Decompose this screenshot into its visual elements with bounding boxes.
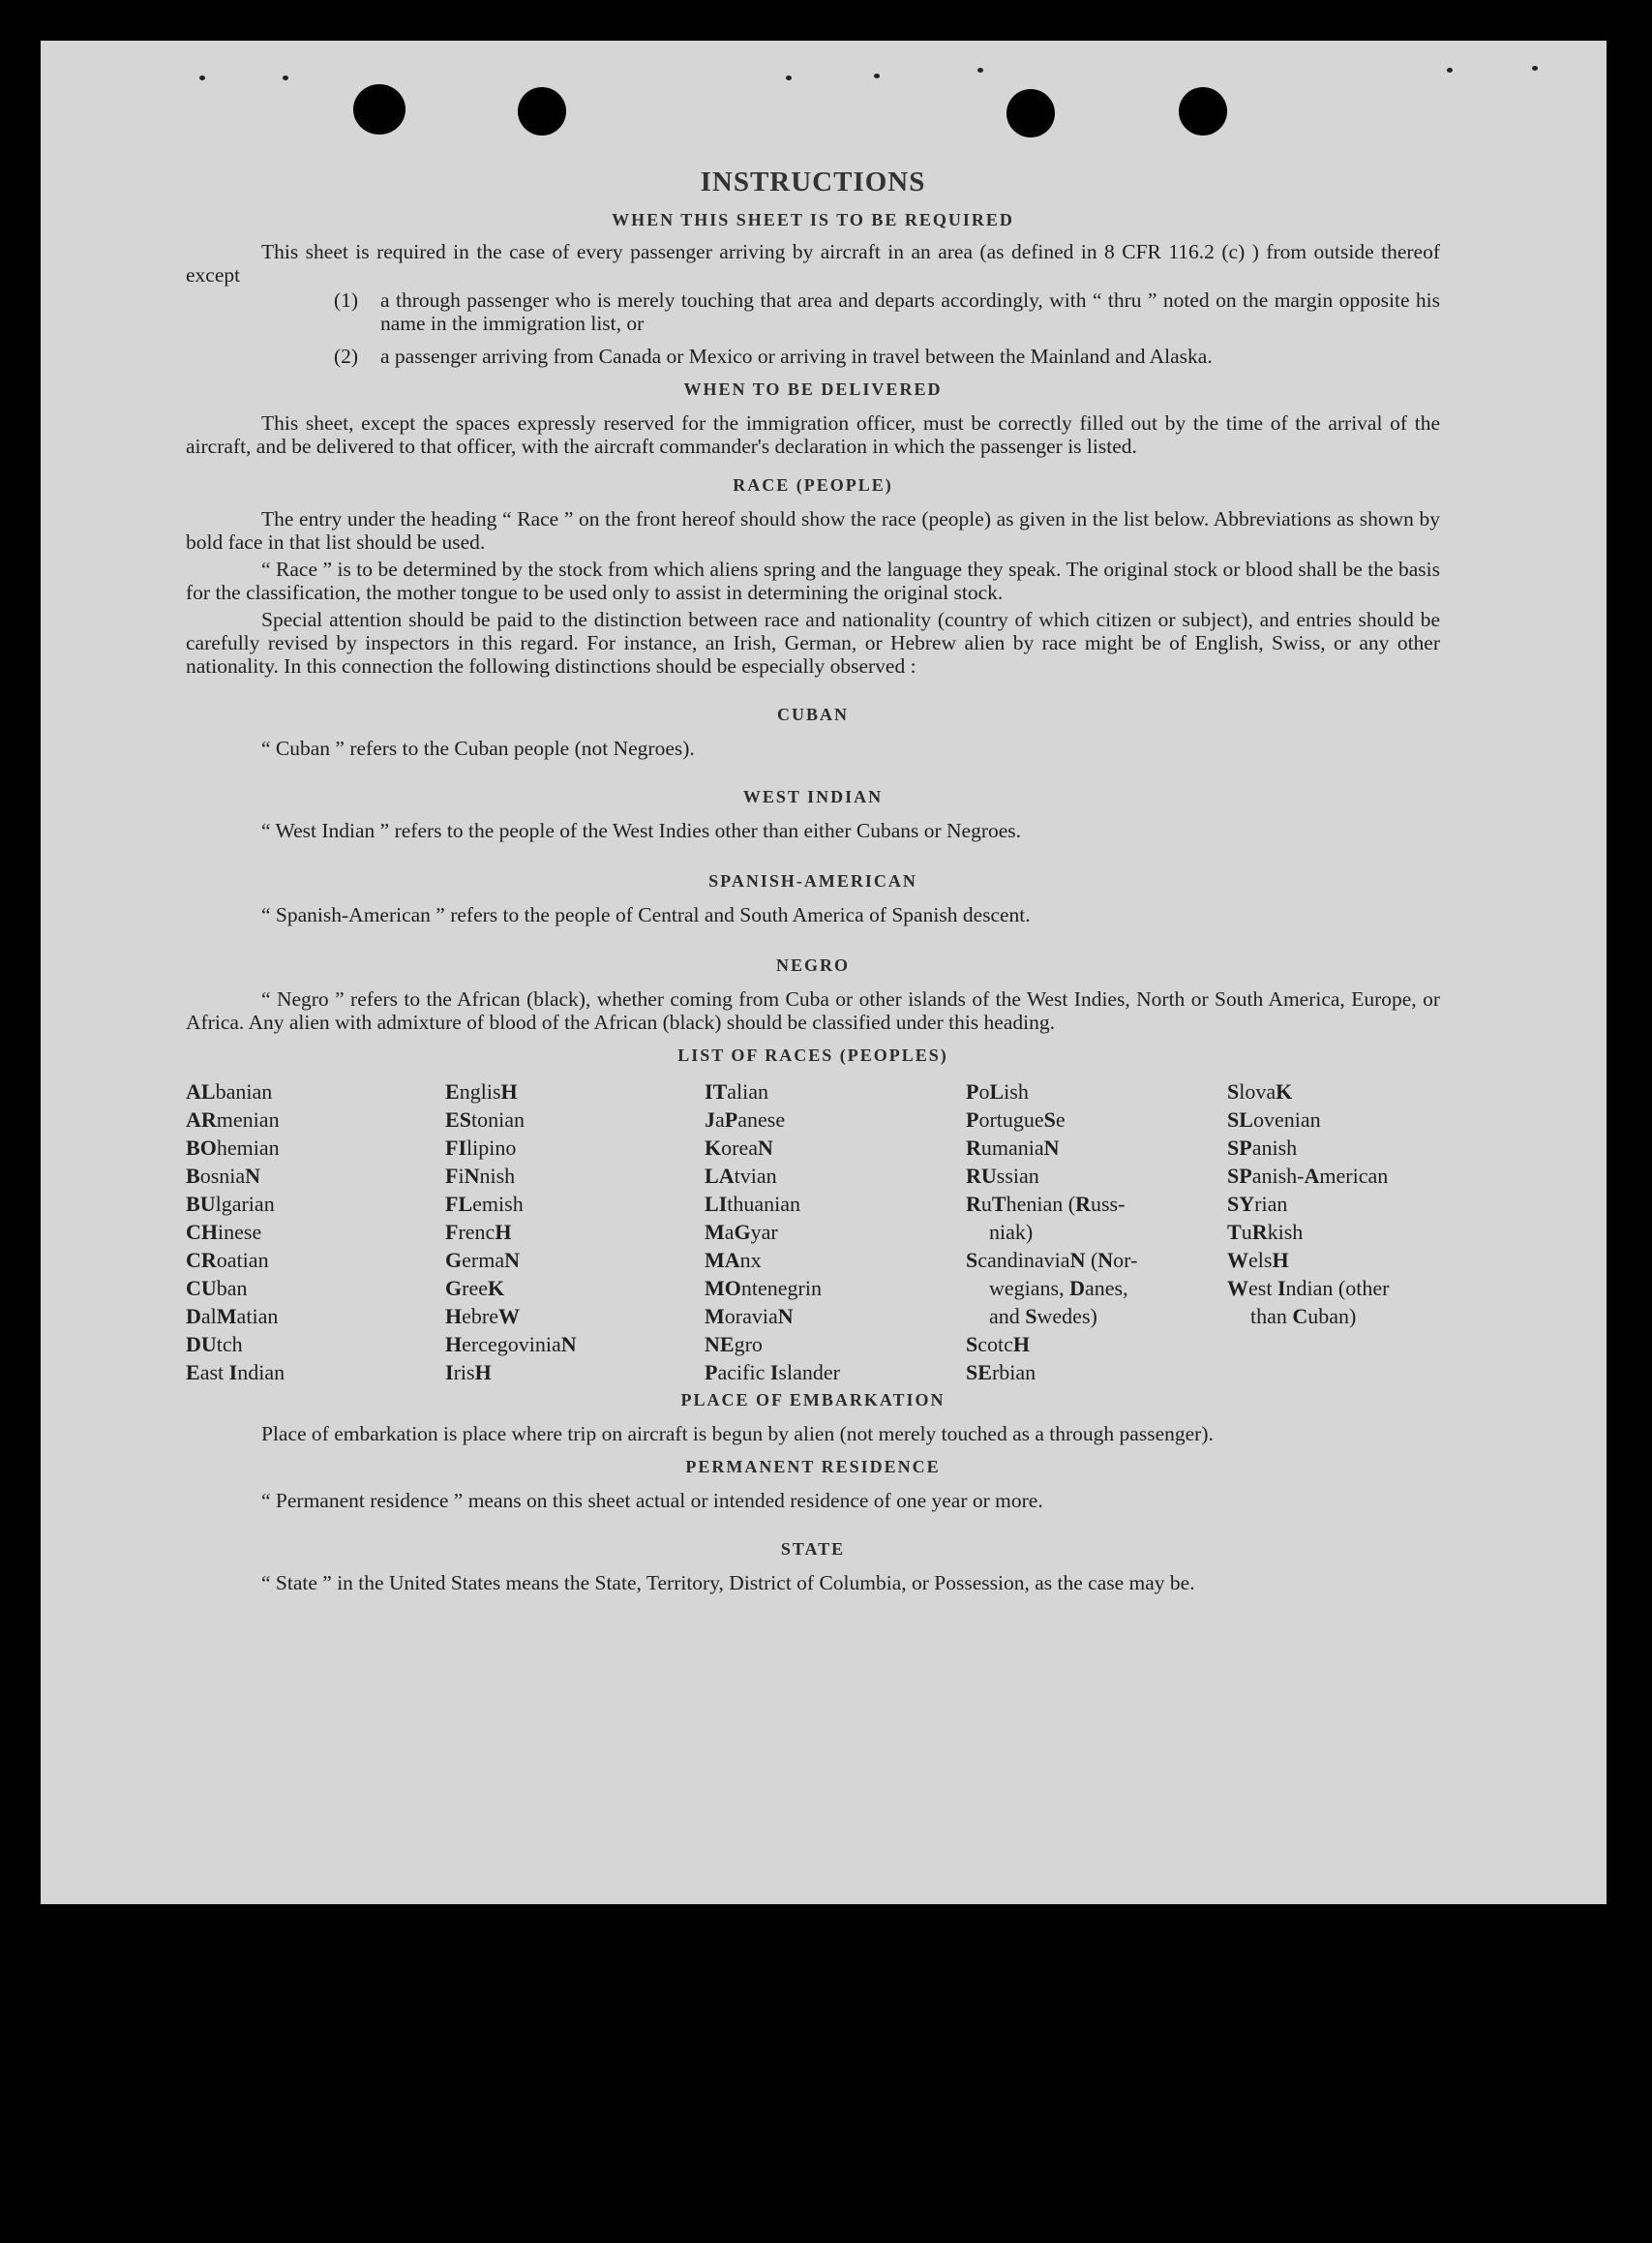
race-entry: GreeK [445, 1276, 505, 1300]
races-column [445, 1077, 705, 1386]
race-entry: SPanish-American [1227, 1164, 1389, 1188]
race-entry: MAnx [705, 1248, 762, 1272]
race-entry: ScotcH [966, 1332, 1031, 1356]
races-column [966, 1077, 1227, 1386]
race-entry: niak) [989, 1220, 1034, 1244]
race-entry: HebreW [445, 1304, 520, 1328]
section-heading: NEGRO [775, 955, 850, 975]
punch-hole [1179, 87, 1227, 136]
race-entry: IrisH [445, 1360, 492, 1384]
race-entry: FiNnish [445, 1164, 516, 1188]
speck [977, 68, 983, 73]
document-sheet [41, 41, 1607, 1904]
list-item [186, 288, 1440, 335]
punch-hole [353, 84, 405, 135]
punch-hole [518, 87, 566, 136]
race-entry: MaGyar [705, 1220, 778, 1244]
section-heading: WHEN THIS SHEET IS TO BE REQUIRED [612, 210, 1014, 229]
race-entry: CHinese [186, 1220, 262, 1244]
item-number: (2) [334, 345, 359, 368]
race-entry: GermaN [445, 1248, 520, 1272]
race-entry: RumaniaN [966, 1136, 1060, 1160]
section-text: “ State ” in the United States means the State, Territory, District of Columbia, or Possession, as the case may be. [261, 1571, 1195, 1594]
race-entry: LAtvian [705, 1164, 777, 1188]
speck [1447, 68, 1453, 73]
race-entry: SPanish [1227, 1136, 1298, 1160]
race-entry: than Cuban) [1250, 1304, 1357, 1328]
race-entry: PoLish [966, 1079, 1029, 1104]
race-entry: HercegoviniaN [445, 1332, 577, 1356]
section-heading: STATE [780, 1539, 846, 1559]
race-entry: BOhemian [186, 1136, 280, 1160]
race-entry: ALbanian [186, 1079, 273, 1104]
race-entry: MoraviaN [705, 1304, 794, 1328]
item-text: a through passenger who is merely touching that area and departs accordingly, with “ thru ” noted on the margin opposite his name in the immigration list, or [380, 288, 1440, 335]
race-entry: wegians, Danes, [989, 1276, 1128, 1300]
speck [786, 76, 792, 80]
item-number: (1) [334, 288, 359, 312]
section-heading: CUBAN [776, 705, 849, 724]
race-entry: East Indian [186, 1360, 285, 1384]
race-entry: MOntenegrin [705, 1276, 822, 1300]
race-entry: TuRkish [1227, 1220, 1304, 1244]
speck [874, 74, 880, 78]
race-entry: ARmenian [186, 1107, 280, 1132]
race-entry: LIthuanian [705, 1192, 801, 1216]
race-entry: BUlgarian [186, 1192, 275, 1216]
section-text: Place of embarkation is place where trip on aircraft is begun by alien (not merely touched as a through passenger). [261, 1422, 1214, 1445]
race-entry: SlovaK [1227, 1079, 1293, 1104]
punch-hole [1006, 89, 1055, 137]
race-entry: DalMatian [186, 1304, 279, 1328]
section-text: “ Spanish-American ” refers to the people of Central and South America of Spanish descent. [261, 903, 1031, 926]
race-entry: CUban [186, 1276, 248, 1300]
section-text: This sheet, except the spaces expressly reserved for the immigration officer, must be correctly filled out by the time of the arrival of the aircraft, and be delivered to that officer, with the aircraft commander's declaration in which the passenger is listed. [186, 411, 1440, 458]
section-text: This sheet is required in the case of every passenger arriving by aircraft in an area (as defined in 8 CFR 116.2 (c) ) from outside thereof except [186, 240, 1440, 287]
race-entry: SLovenian [1227, 1107, 1321, 1132]
section-heading: RACE (PEOPLE) [733, 475, 893, 495]
section-text: Special attention should be paid to the distinction between race and nationality (country of which citizen or subject), and entries should be carefully revised by inspectors in this regard. For instance, an Irish, German, or Hebrew alien by race might be of English, Swiss, or any other nationality. In this connection the following distinctions should be especially observed : [186, 608, 1440, 678]
race-entry: PortugueSe [966, 1107, 1066, 1132]
race-entry: ITalian [705, 1079, 769, 1104]
race-entry: BosniaN [186, 1164, 261, 1188]
race-entry: Pacific Islander [705, 1360, 840, 1384]
section-text: “ Permanent residence ” means on this sheet actual or intended residence of one year or more. [261, 1489, 1043, 1512]
section-heading: WHEN TO BE DELIVERED [683, 379, 943, 399]
races-column [705, 1077, 966, 1386]
race-entry: WelsH [1227, 1248, 1289, 1272]
race-entry: NEgro [705, 1332, 763, 1356]
race-entry: FLemish [445, 1192, 524, 1216]
section-heading: PLACE OF EMBARKATION [680, 1390, 946, 1409]
race-entry: West Indian (other [1227, 1276, 1390, 1300]
section-text: The entry under the heading “ Race ” on the front hereof should show the race (people) as given in the list below. Abbreviations as shown by bold face in that list should be used. [186, 507, 1440, 554]
race-entry: EnglisH [445, 1079, 518, 1104]
race-entry: FrencH [445, 1220, 512, 1244]
race-entry: EStonian [445, 1107, 525, 1132]
section-text: “ Cuban ” refers to the Cuban people (not Negroes). [261, 737, 695, 760]
section-text: “ Race ” is to be determined by the stock from which aliens spring and the language they speak. The original stock or blood shall be the basis for the classification, the mother tongue to be used only to assist in determining the original stock. [186, 558, 1440, 604]
races-column [1227, 1077, 1440, 1386]
race-entry: CRoatian [186, 1248, 269, 1272]
section-heading: SPANISH-AMERICAN [708, 871, 917, 891]
section-heading: PERMANENT RESIDENCE [685, 1457, 941, 1476]
section-heading: LIST OF RACES (PEOPLES) [677, 1046, 948, 1065]
race-entry: FIlipino [445, 1136, 517, 1160]
race-entry: KoreaN [705, 1136, 773, 1160]
race-entry: JaPanese [705, 1107, 786, 1132]
document-title: INSTRUCTIONS [700, 167, 926, 197]
race-entry: and Swedes) [989, 1304, 1097, 1328]
race-entry: RuThenian (Russ- [966, 1192, 1126, 1216]
instructions-content [186, 167, 1440, 1594]
speck [283, 76, 288, 80]
races-list [186, 1077, 1440, 1386]
races-column [186, 1077, 445, 1386]
race-entry: SYrian [1227, 1192, 1288, 1216]
section-text: “ Negro ” refers to the African (black), whether coming from Cuba or other islands of the West Indies, North or South America, Europe, or Africa. Any alien with admixture of blood of the African (black) should be classified under this heading. [186, 987, 1440, 1034]
list-item [186, 345, 1440, 368]
race-entry: SErbian [966, 1360, 1036, 1384]
race-entry: ScandinaviaN (Nor- [966, 1248, 1138, 1272]
race-entry: DUtch [186, 1332, 243, 1356]
section-heading: WEST INDIAN [742, 787, 884, 806]
section-text: “ West Indian ” refers to the people of the West Indies other than either Cubans or Negroes. [261, 819, 1022, 842]
speck [199, 76, 205, 80]
item-text: a passenger arriving from Canada or Mexico or arriving in travel between the Mainland and Alaska. [380, 345, 1213, 368]
race-entry: RUssian [966, 1164, 1039, 1188]
speck [1532, 66, 1538, 71]
